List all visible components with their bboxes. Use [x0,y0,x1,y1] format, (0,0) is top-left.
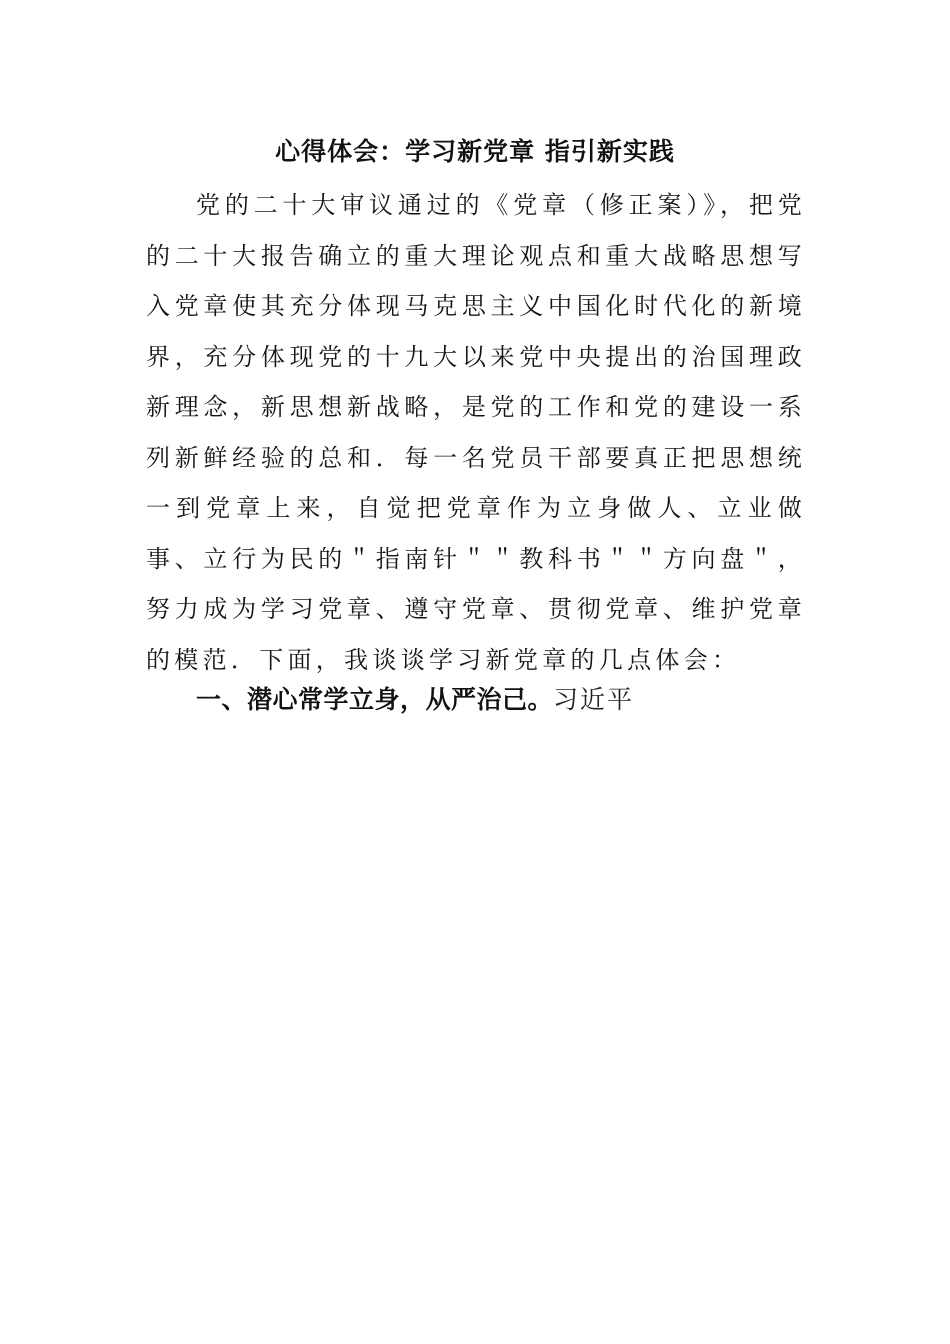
section-heading [196,680,836,720]
section-heading-trailing-text: 习近平 [553,685,635,714]
section-heading-text: 一、潜心常学立身，从严治己。 [196,685,554,714]
document-title: 心得体会：学习新党章 指引新实践 [275,137,675,166]
body-paragraph: 党的二十大审议通过的《党章（修正案）》，把党的二十大报告确立的重大理论观点和重大战略思想写入党章使其充分体现马克思主义中国化时代化的新境界，充分体现党的十九大以来党中央提出的治国理政新理念，新思想新战略，是党的工作和党的建设一系列新鲜经验的总和．每一名党员干部要真正把思想统一到党章上来，自觉把党章作为立身做人、立业做事、立行为民的＂指南针＂＂教科书＂＂方向盘＂，努力成为学习党章、遵守党章、贯彻党章、维护党章的模范．下面，我谈谈学习新党章的几点体会： [146,191,806,674]
